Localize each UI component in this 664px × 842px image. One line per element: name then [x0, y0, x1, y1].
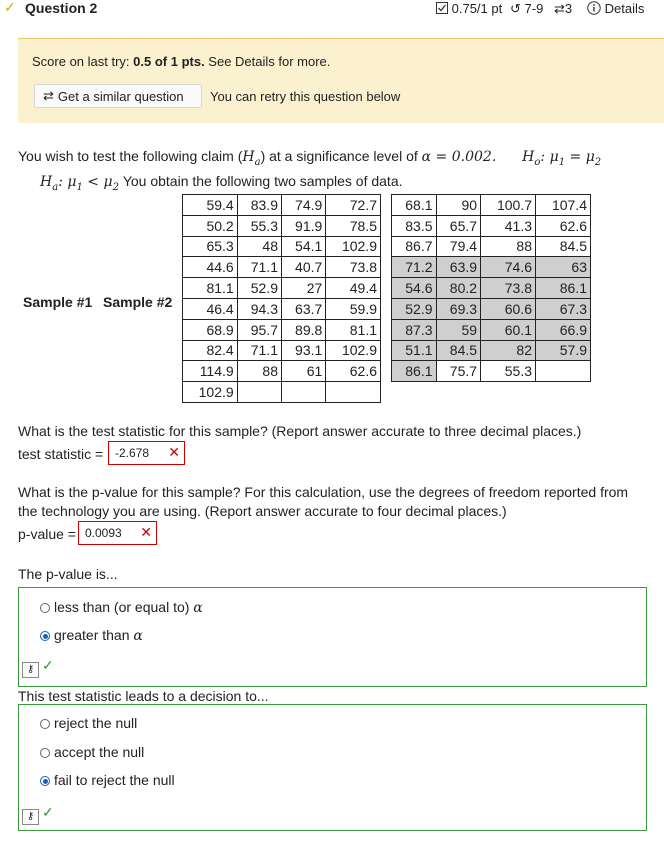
table-cell: 107.4: [536, 195, 591, 216]
table-cell: 79.4: [436, 236, 481, 257]
table-cell: 90: [436, 195, 481, 216]
table-row: [392, 298, 591, 319]
test-statistic-label: test statistic =: [18, 446, 104, 462]
test-statistic-question: What is the test statistic for this sample? (Report answer accurate to three decimal places.): [18, 423, 582, 439]
table-row: [183, 361, 381, 382]
table-cell: 62.6: [536, 215, 591, 236]
retries-indicator[interactable]: ⇄3: [554, 1, 573, 16]
table-cell: 114.9: [183, 361, 238, 382]
table-cell: 75.7: [436, 361, 481, 382]
option-less-than[interactable]: less than (or equal to) α: [40, 599, 203, 616]
table-cell: 40.7: [281, 257, 325, 278]
table-cell: 82: [481, 340, 536, 361]
table-cell: [237, 382, 281, 403]
table-cell: 72.7: [326, 195, 381, 216]
decision-question: This test statistic leads to a decision to...: [18, 688, 269, 704]
table-cell: 89.8: [281, 319, 325, 340]
score-box-icon: [436, 2, 448, 14]
table-cell: 46.4: [183, 298, 238, 319]
info-icon: [587, 1, 601, 15]
table-row: [392, 278, 591, 299]
table-cell: 63: [536, 257, 591, 278]
table-row: [392, 195, 591, 216]
table-cell: 81.1: [183, 278, 238, 299]
table-cell: 41.3: [481, 215, 536, 236]
attempts-indicator[interactable]: ↺ 7-9: [510, 1, 544, 16]
table-cell: 69.3: [436, 298, 481, 319]
table-cell: 71.1: [237, 257, 281, 278]
table-cell: [536, 361, 591, 382]
table-cell: 59.9: [326, 298, 381, 319]
sample-2-label: Sample #2: [103, 294, 173, 310]
table-cell: 59.4: [183, 195, 238, 216]
table-cell: 71.1: [237, 340, 281, 361]
table-cell: 52.9: [392, 298, 437, 319]
table-cell: 51.1: [392, 340, 437, 361]
table-row: [183, 195, 381, 216]
table-cell: 66.9: [536, 319, 591, 340]
table-cell: 54.1: [281, 236, 325, 257]
table-cell: 84.5: [436, 340, 481, 361]
table-cell: 87.3: [392, 319, 437, 340]
key-icon[interactable]: ⚷: [22, 809, 39, 825]
table-row: [183, 236, 381, 257]
test-statistic-input[interactable]: -2.678 ✕: [108, 441, 185, 465]
option-reject-null[interactable]: reject the null: [40, 715, 137, 731]
radio-greater-than[interactable]: [40, 631, 50, 641]
table-cell: 63.7: [281, 298, 325, 319]
table-cell: [281, 382, 325, 403]
last-score: Score on last try: 0.5 of 1 pts. See Details for more.: [32, 54, 331, 69]
details-button[interactable]: Details: [587, 1, 644, 16]
table-cell: 102.9: [326, 340, 381, 361]
p-value-question: What is the p-value for this sample? For this calculation, use the degrees of freedom reported from the technology you are using. (Report answer accurate to four decimal places.): [18, 484, 629, 519]
table-cell: 93.1: [281, 340, 325, 361]
table-cell: 94.3: [237, 298, 281, 319]
score-indicator: 0.75/1 pt: [436, 1, 502, 16]
sample-1-label: Sample #1: [23, 294, 93, 310]
question-prompt: You wish to test the following claim $(H_a)$ at a significance level of α = 0.002. $H_o$: $\mu_1 = \mu_2$ $H_a$: $\mu_1 < \mu_2$ You obtain the following two samples of data.: [18, 148, 602, 193]
table-cell: 63.9: [436, 257, 481, 278]
option-fail-to-reject-null[interactable]: fail to reject the null: [40, 772, 175, 788]
table-cell: 81.1: [326, 319, 381, 340]
table-cell: 71.2: [392, 257, 437, 278]
table-cell: 48: [237, 236, 281, 257]
radio-accept-null[interactable]: [40, 748, 50, 758]
table-cell: 44.6: [183, 257, 238, 278]
table-row: [392, 215, 591, 236]
radio-reject-null[interactable]: [40, 719, 50, 729]
table-cell: 74.9: [281, 195, 325, 216]
table-row: [183, 215, 381, 236]
option-accept-null[interactable]: accept the null: [40, 744, 144, 760]
key-icon[interactable]: ⚷: [22, 662, 39, 678]
similar-question-button[interactable]: ⇄ Get a similar question: [34, 84, 202, 108]
question-status-icon: ✓: [4, 0, 16, 15]
table-cell: 27: [281, 278, 325, 299]
table-cell: 88: [237, 361, 281, 382]
table-cell: 84.5: [536, 236, 591, 257]
sample-2-table: [391, 194, 591, 382]
table-cell: [326, 382, 381, 403]
table-cell: 82.4: [183, 340, 238, 361]
table-row: [392, 319, 591, 340]
table-row: [183, 278, 381, 299]
question-title: Question 2: [25, 0, 98, 16]
sample-1-table: [182, 194, 381, 403]
table-cell: 68.1: [392, 195, 437, 216]
table-cell: 49.4: [326, 278, 381, 299]
table-cell: 68.9: [183, 319, 238, 340]
attempts-icon: ↺: [510, 1, 521, 16]
table-cell: 86.1: [392, 361, 437, 382]
table-cell: 60.6: [481, 298, 536, 319]
table-row: [183, 340, 381, 361]
radio-fail-to-reject-null[interactable]: [40, 776, 50, 786]
correct-icon: ✓: [42, 804, 54, 820]
table-cell: 65.3: [183, 236, 238, 257]
table-row: [183, 382, 381, 403]
table-cell: 100.7: [481, 195, 536, 216]
table-cell: 73.8: [481, 278, 536, 299]
table-row: [392, 340, 591, 361]
table-cell: 57.9: [536, 340, 591, 361]
table-row: [392, 361, 591, 382]
table-cell: 95.7: [237, 319, 281, 340]
table-cell: 55.3: [237, 215, 281, 236]
table-cell: 86.7: [392, 236, 437, 257]
table-cell: 67.3: [536, 298, 591, 319]
table-row: [183, 257, 381, 278]
table-row: [183, 298, 381, 319]
table-cell: 86.1: [536, 278, 591, 299]
table-cell: 62.6: [326, 361, 381, 382]
table-row: [392, 257, 591, 278]
retry-arrows-icon: ⇄: [554, 1, 565, 16]
p-value-label: p-value =: [18, 526, 76, 542]
table-cell: 60.1: [481, 319, 536, 340]
table-cell: 80.2: [436, 278, 481, 299]
correct-icon: ✓: [42, 657, 54, 673]
table-cell: 91.9: [281, 215, 325, 236]
table-cell: 83.5: [392, 215, 437, 236]
table-cell: 61: [281, 361, 325, 382]
table-cell: 50.2: [183, 215, 238, 236]
radio-less-than[interactable]: [40, 603, 50, 613]
similar-question-icon: ⇄: [43, 88, 54, 103]
table-cell: 102.9: [183, 382, 238, 403]
option-greater-than[interactable]: greater than α: [40, 627, 143, 644]
table-cell: 88: [481, 236, 536, 257]
table-row: [392, 236, 591, 257]
p-value-input[interactable]: 0.0093 ✕: [78, 521, 157, 545]
table-cell: 54.6: [392, 278, 437, 299]
table-cell: 65.7: [436, 215, 481, 236]
table-cell: 78.5: [326, 215, 381, 236]
table-cell: 73.8: [326, 257, 381, 278]
compare-question: The p-value is...: [18, 566, 118, 582]
table-cell: 55.3: [481, 361, 536, 382]
table-cell: 83.9: [237, 195, 281, 216]
retry-banner: [18, 38, 664, 123]
table-cell: 59: [436, 319, 481, 340]
table-cell: 52.9: [237, 278, 281, 299]
table-cell: 102.9: [326, 236, 381, 257]
incorrect-icon: ✕: [140, 524, 152, 540]
table-row: [183, 319, 381, 340]
table-cell: 74.6: [481, 257, 536, 278]
retry-text: You can retry this question below: [210, 89, 401, 104]
incorrect-icon: ✕: [168, 444, 180, 460]
